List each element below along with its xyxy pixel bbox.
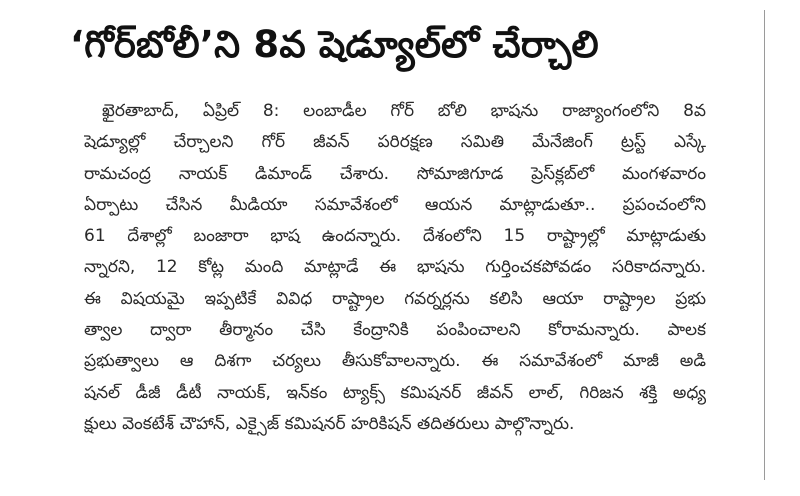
article-line: ఏర్పాటు చేసిన మీడియా సమావేశంలో ఆయన మాట్లాడుతూ.. ప్రపంచంలోని [84,194,706,215]
article-line: క్షులు వెంకటేశ్ చౌహాన్, ఎక్సైజ్ కమిషనర్ హరికిషన్ తదితరులు పాల్గొన్నారు. [84,413,575,434]
article-line: షెడ్యూల్లో చేర్చాలని గోర్ జీవన్ పరిరక్షణ సమితి మేనేజింగ్ ట్రస్ట్ ఎస్కే [84,132,706,153]
article-line: షనల్ డీజీ డీటీ నాయక్, ఇన్‌కం ట్యాక్స్ కమిషనర్ జీవన్ లాల్, గిరిజన శక్తి అధ్య [84,382,706,403]
article-line: 61 దేశాల్లో బంజారా భాష ఉందన్నారు. దేశంలోని 15 రాష్ట్రాల్లో మాట్లాడుతు [84,226,706,247]
article-body [84,96,706,440]
column-divider [764,10,765,480]
article-line: ఖైరతాబాద్, ఏప్రిల్ 8: లంబాడీల గోర్ బోలి భాషను రాజ్యాంగంలోని 8వ [102,101,706,121]
article-line: న్నారని, 12 కోట్ల మంది మాట్లాడే ఈ భాషను గుర్తించకపోవడం సరికాదన్నారు. [84,257,706,278]
article-line: త్వాల ద్వారా తీర్మానం చేసి కేంద్రానికి పంపించాలని కోరామన్నారు. పాలక [84,320,706,341]
article-line: ప్రభుత్వాలు ఆ దిశగా చర్యలు తీసుకోవాలన్నారు. ఈ సమావేశంలో మాజీ అడి [84,351,706,372]
article-line: రామచంద్ర నాయక్ డిమాండ్ చేశారు. సోమాజిగూడ ప్రెస్‌క్లబ్‌లో మంగళవారం [84,163,706,184]
article-line: ఈ విషయమై ఇప్పటికే వివిధ రాష్ట్రాల గవర్నర్లను కలిసి ఆయా రాష్ట్రాల ప్రభు [84,288,706,309]
headline: ‘గోర్‌బోలీ’ని 8వ షెడ్యూల్‌లో చేర్చాలి [70,23,599,66]
